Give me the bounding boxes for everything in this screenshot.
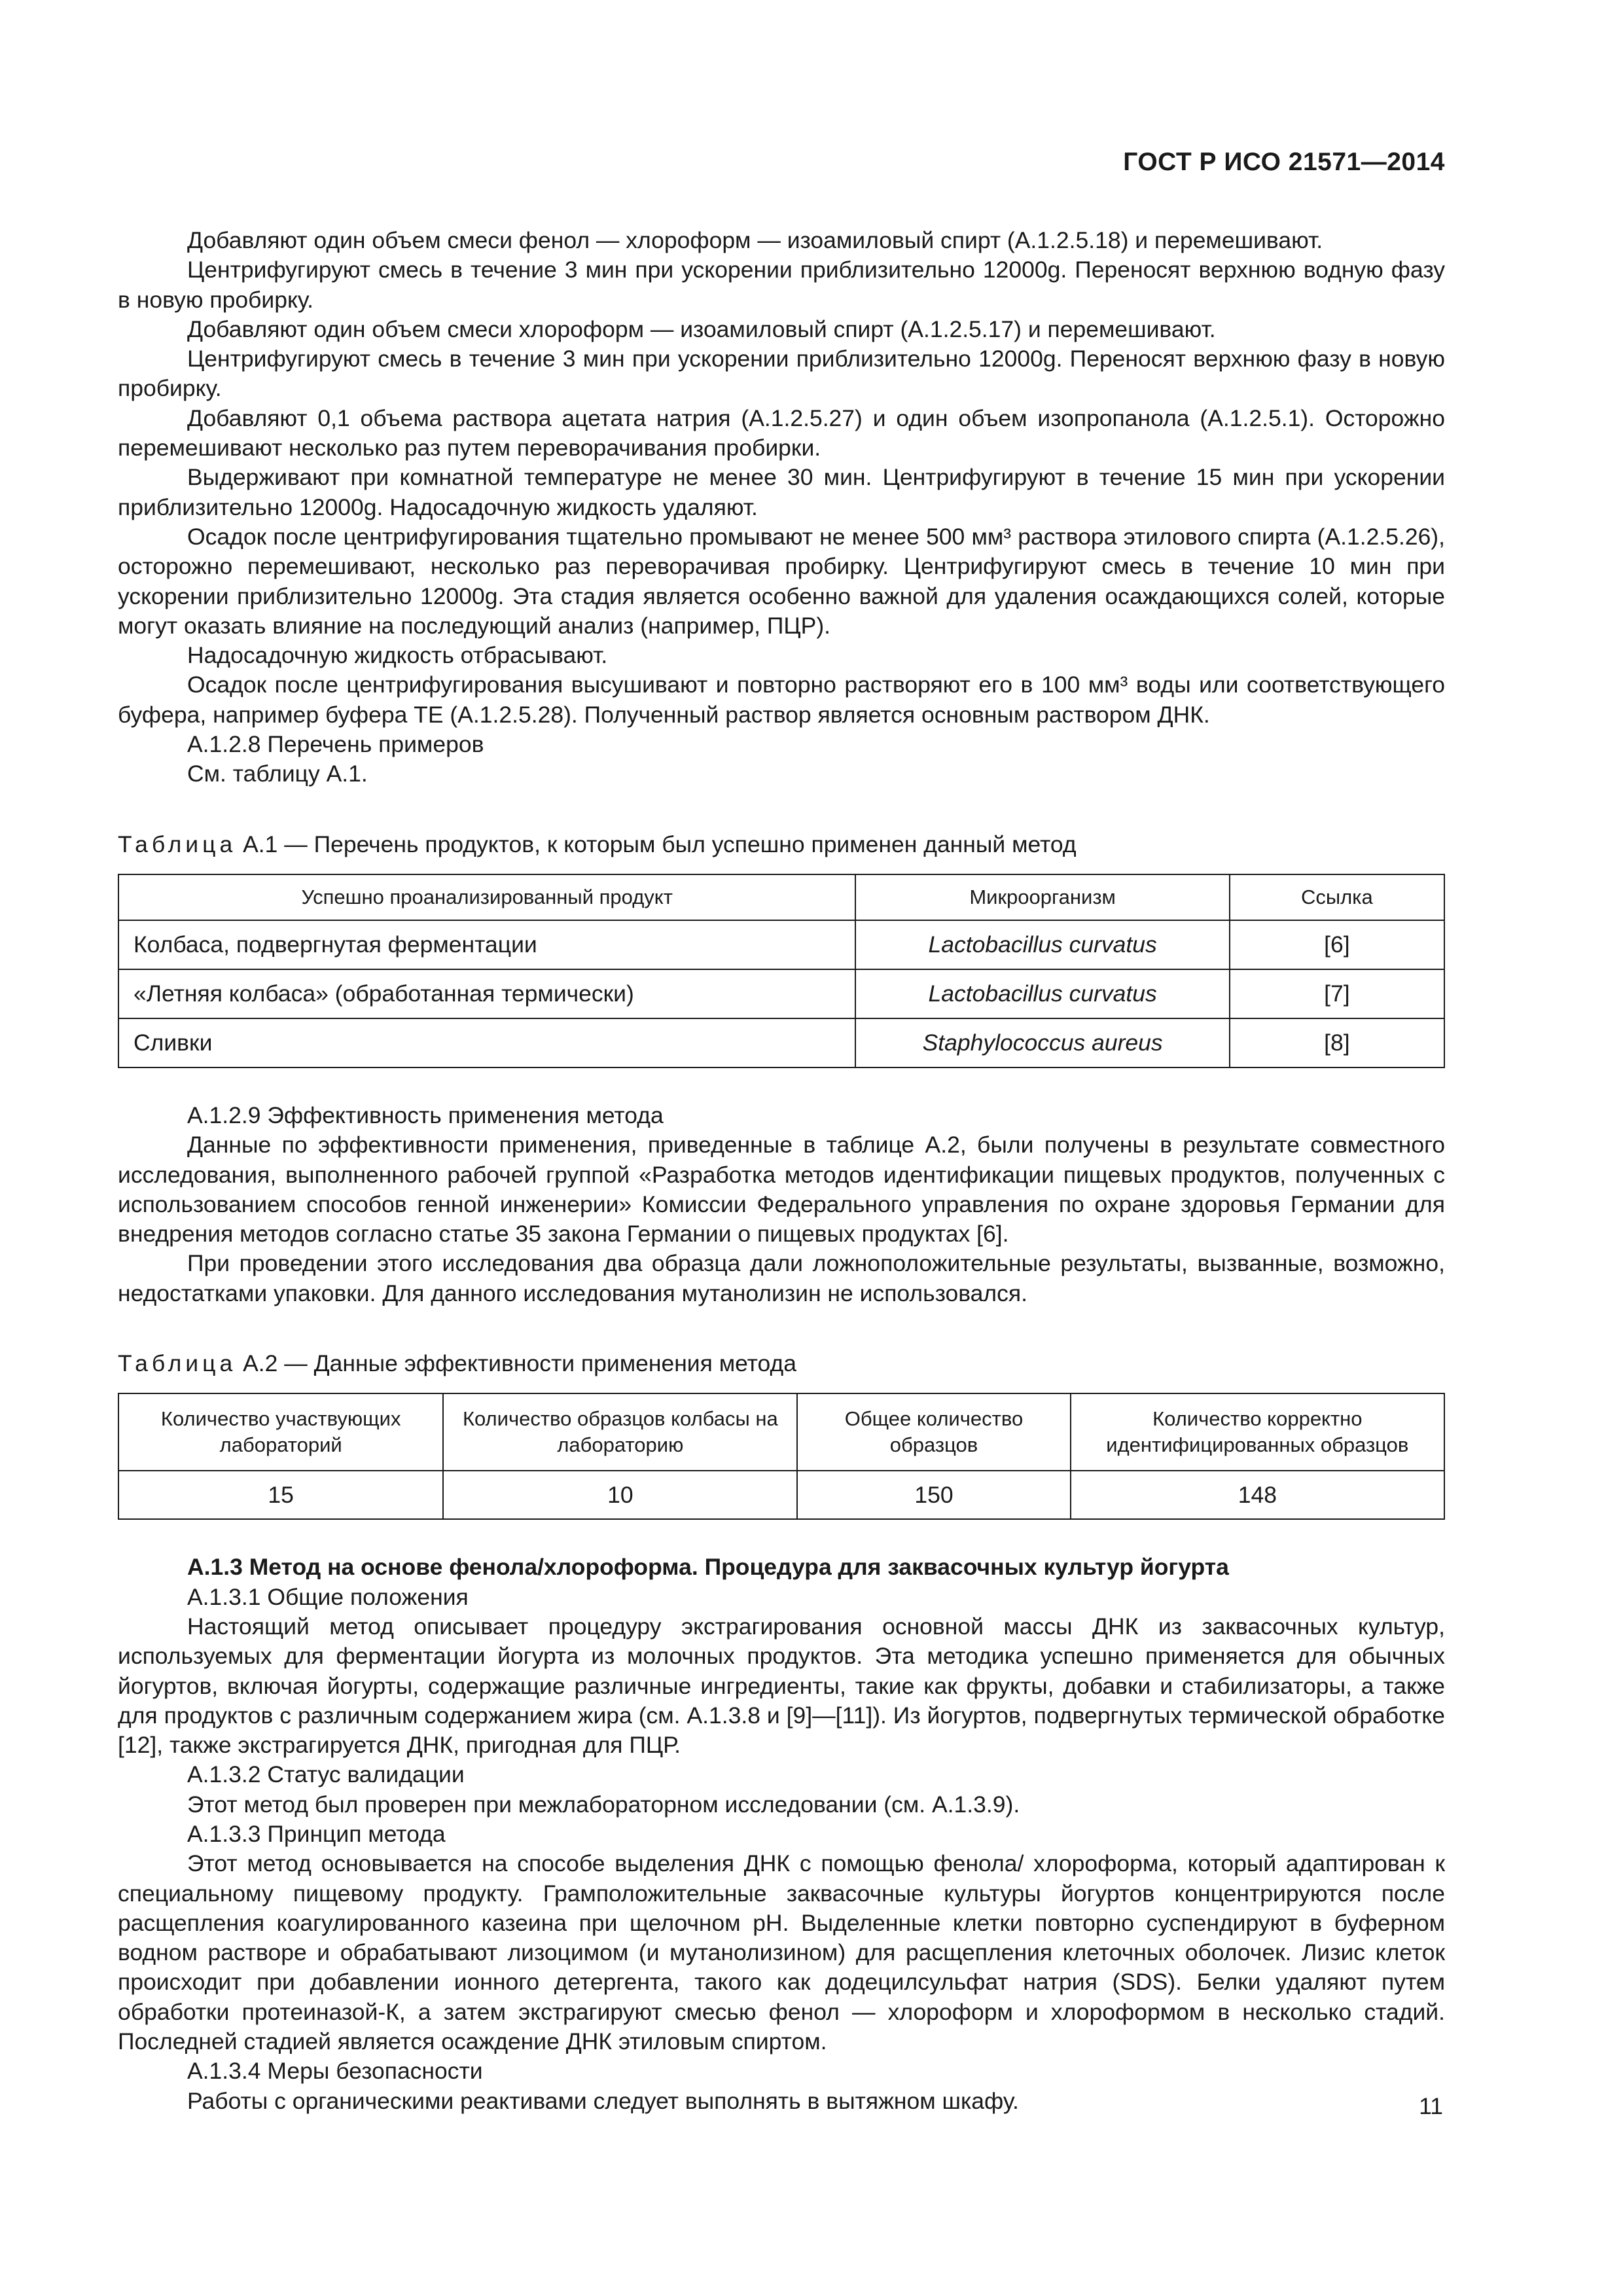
paragraph: Настоящий метод описывает процедуру экстрагирования основной массы ДНК из заквасочных культур, используемых для ферментации йогурта из молочных продуктов. Эта методика успешно применяется для обычных йогуртов, включая йогурты, содержащие различные ингредиенты, такие как фрукты, добавки и стабилизаторы, а также для продуктов с различным содержанием жира (см. А.1.3.8 и [9]—[11]). Из йогуртов, подвергнутых термической обработке [12], также экстрагируется ДНК, пригодная для ПЦР. xyxy=(118,1613,1445,1759)
subsection-heading: А.1.3.2 Статус валидации xyxy=(187,1761,465,1788)
table-row xyxy=(118,1471,1444,1519)
paragraph: Выдерживают при комнатной температуре не менее 30 мин. Центрифугируют в течение 15 мин при ускорении приблизительно 12000g. Надосадочную жидкость удаляют. xyxy=(118,464,1445,520)
header-product: Успешно проанализированный продукт xyxy=(118,874,855,920)
cell-total-samples: 150 xyxy=(797,1471,1070,1519)
cell-product: «Летняя колбаса» (обработанная термически) xyxy=(118,969,855,1018)
table-caption-label: Таблица xyxy=(118,1350,237,1377)
paragraph: Центрифугируют смесь в течение 3 мин при ускорении приблизительно 12000g. Переносят верхнюю водную фазу в новую пробирку. xyxy=(118,257,1445,313)
section-title: А.1.3 Метод на основе фенола/хлороформа. Процедура для заквасочных культур йогурта xyxy=(187,1554,1229,1581)
table-row xyxy=(118,920,1444,969)
subsection-heading: А.1.3.3 Принцип метода xyxy=(187,1820,446,1847)
table-row xyxy=(118,969,1444,1018)
paragraph: Центрифугируют смесь в течение 3 мин при ускорении приблизительно 12000g. Переносят верхнюю фазу в новую пробирку. xyxy=(118,346,1445,402)
table-a2-caption xyxy=(118,1349,1445,1378)
subsection-heading: А.1.3.4 Меры безопасности xyxy=(187,2058,483,2085)
cell-microorganism: Staphylococcus aureus xyxy=(855,1018,1229,1067)
paragraph: Данные по эффективности применения, приведенные в таблице А.2, были получены в результате совместного исследования, выполненного рабочей группой «Разработка методов идентификации пищевых продуктов, полученных с использованием способов генной инженерии» Комиссии Федерального управления по охране здоровья Германии для внедрения методов согласно статье 35 закона Германии о пищевых продуктах [6]. xyxy=(118,1132,1445,1247)
cell-labs-count: 15 xyxy=(118,1471,443,1519)
subsection-heading: А.1.2.9 Эффективность применения метода xyxy=(187,1102,664,1128)
cell-product: Колбаса, подвергнутая ферментации xyxy=(118,920,855,969)
table-a2 xyxy=(118,1393,1445,1520)
paragraph: Добавляют 0,1 объема раствора ацетата натрия (А.1.2.5.27) и один объем изопропанола (А.1.2.5.1). Осторожно перемешивают несколько раз путем переворачивания пробирки. xyxy=(118,404,1445,461)
subsection-heading: А.1.3.1 Общие положения xyxy=(187,1583,469,1610)
table-caption-text: А.2 — Данные эффективности применения метода xyxy=(236,1350,796,1377)
cell-reference: [6] xyxy=(1230,920,1444,969)
paragraph: Осадок после центрифугирования тщательно промывают не менее 500 мм³ раствора этилового спирта (А.1.2.5.26), осторожно перемешивают, несколько раз переворачивая пробирку. Центрифугируют смесь в течение 10 мин при ускорении приблизительно 12000g. Эта стадия является особенно важной для удаления осаждающихся солей, которые могут оказать влияние на последующий анализ (например, ПЦР). xyxy=(118,523,1445,639)
cell-product: Сливки xyxy=(118,1018,855,1067)
paragraph: Этот метод основывается на способе выделения ДНК с помощью фенола/ хлороформа, который адаптирован к специальному пищевому продукту. Грамположительные заквасочные культуры йогуртов концентрируются после расщепления коагулированного казеина при щелочном pH. Выделенные клетки повторно суспендируют в буферном водном растворе и обрабатывают лизоцимом (и мутанолизином) для расщепления клеточных оболочек. Лизис клеток происходит при добавлении ионного детергента, такого как додецилсульфат натрия (SDS). Белки удаляют путем обработки протеиназой-К, а затем экстрагируют смесью фенол — хлороформ и хлороформом в несколько стадий. Последней стадией является осаждение ДНК этиловым спиртом. xyxy=(118,1850,1445,2055)
paragraph: Надосадочную жидкость отбрасывают. xyxy=(187,642,608,669)
header-microorganism: Микроорганизм xyxy=(855,874,1229,920)
paragraph: См. таблицу А.1. xyxy=(187,761,368,787)
paragraph: Добавляют один объем смеси фенол — хлороформ — изоамиловый спирт (А.1.2.5.18) и перемешивают. xyxy=(187,227,1323,253)
table-caption-label: Таблица xyxy=(118,831,237,857)
table-row xyxy=(118,1018,1444,1067)
table-a1-caption xyxy=(118,830,1445,859)
paragraph: Работы с органическими реактивами следует выполнять в вытяжном шкафу. xyxy=(187,2087,1019,2114)
table-caption-text: А.1 — Перечень продуктов, к которым был успешно применен данный метод xyxy=(236,831,1077,857)
header-correctly-identified: Количество корректно идентифицированных образцов xyxy=(1071,1393,1444,1471)
cell-correctly-identified: 148 xyxy=(1071,1471,1444,1519)
header-labs-count: Количество участвующих лабораторий xyxy=(118,1393,443,1471)
paragraph: Этот метод был проверен при межлабораторном исследовании (см. А.1.3.9). xyxy=(187,1791,1020,1818)
page-number: 11 xyxy=(1419,2093,1443,2119)
cell-reference: [7] xyxy=(1230,969,1444,1018)
table-header-row xyxy=(118,874,1444,920)
page-content xyxy=(118,226,1445,2116)
paragraph: Добавляют один объем смеси хлороформ — изоамиловый спирт (А.1.2.5.17) и перемешивают. xyxy=(187,315,1216,342)
cell-reference: [8] xyxy=(1230,1018,1444,1067)
header-reference: Ссылка xyxy=(1230,874,1444,920)
table-header-row xyxy=(118,1393,1444,1471)
header-total-samples: Общее количество образцов xyxy=(797,1393,1070,1471)
paragraph: При проведении этого исследования два образца дали ложноположительные результаты, вызванные, возможно, недостатками упаковки. Для данного исследования мутанолизин не использовался. xyxy=(118,1250,1445,1306)
header-samples-per-lab: Количество образцов колбасы на лабораторию xyxy=(443,1393,797,1471)
cell-microorganism: Lactobacillus curvatus xyxy=(855,969,1229,1018)
cell-samples-per-lab: 10 xyxy=(443,1471,797,1519)
subsection-heading: А.1.2.8 Перечень примеров xyxy=(187,731,484,758)
table-a1 xyxy=(118,874,1445,1068)
paragraph: Осадок после центрифугирования высушивают и повторно растворяют его в 100 мм³ воды или соответствующего буфера, например буфера ТЕ (А.1.2.5.28). Полученный раствор является основным раствором ДНК. xyxy=(118,672,1445,728)
document-code-header: ГОСТ Р ИСО 21571—2014 xyxy=(1123,148,1445,176)
cell-microorganism: Lactobacillus curvatus xyxy=(855,920,1229,969)
